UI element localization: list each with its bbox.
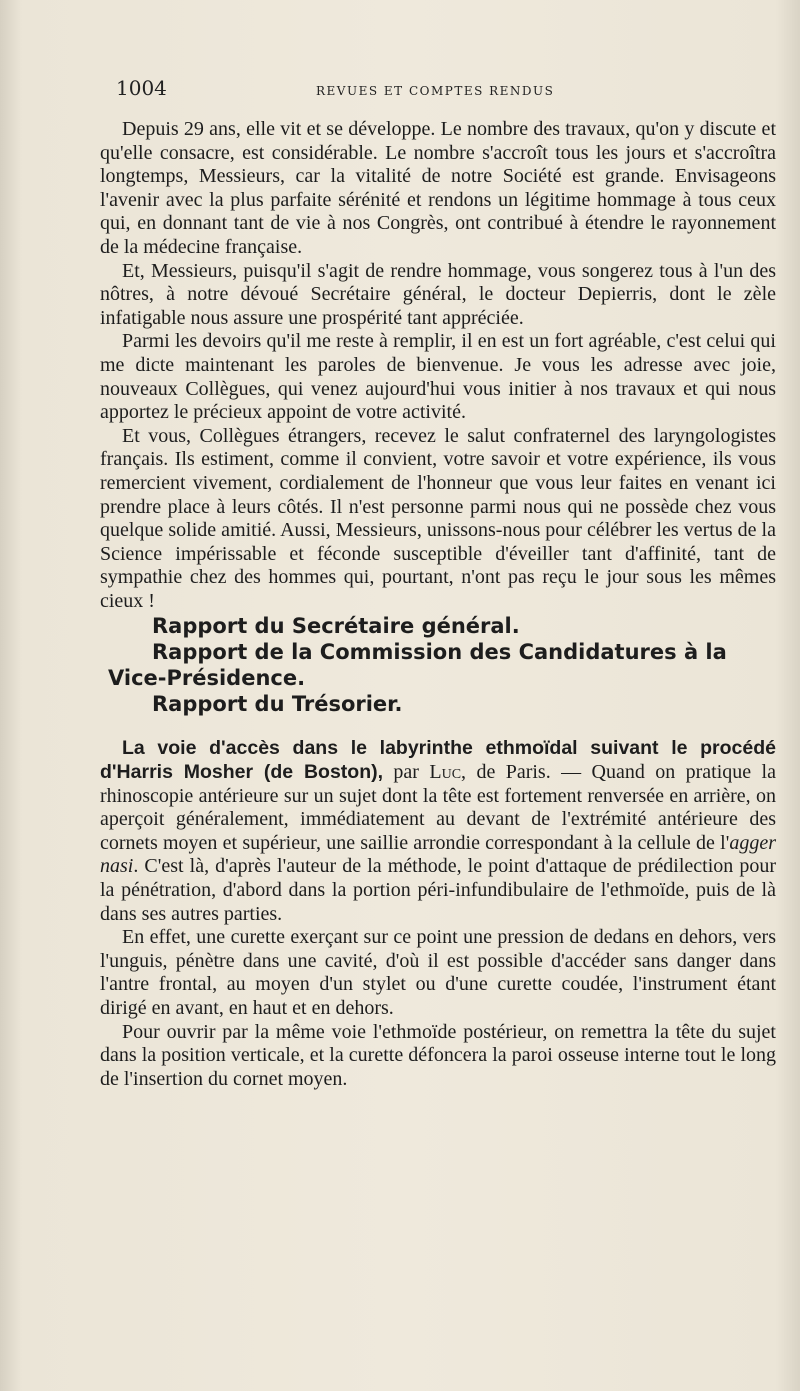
page-header [116,76,776,106]
heading-secretary-report: Rapport du Secrétaire général. [152,614,520,639]
heading-commission-line1: Rapport de la Commission des Candidatures à la [152,640,727,665]
article-paragraph-2: En effet, une curette exerçant sur ce point une pression de dedans en dehors, vers l'unguis, pénètre dans une cavité, d'où il est possible d'accéder sans danger dans l'antre frontal, au moyen d'un stylet ou d'une curette coudée, l'instrument étant dirigé en avant, en haut et en dehors. [100,926,776,1019]
intro-text-2: . C'est là, d'après l'auteur de la méthode, le point d'attaque de prédilection pour la pénétration, d'abord dans la portion péri-infundibulaire de l'ethmoïde, puis de là dans ses autres parties. [100,855,776,925]
intro-text-1: Quand on pratique la rhinoscopie antérieure sur un sujet dont la tête est fortement renversée en arrière, on aperçoit généralement, immédiatement au devant de l'extrémité antérieure des cornets moyen et supérieur, une saillie arrondie correspondant à la cellule de l' [100,761,776,854]
paragraph-2: Et, Messieurs, puisqu'il s'agit de rendre hommage, vous songerez tous à l'un des nôtres, à notre dévoué Secrétaire général, le docteur Depierris, dont le zèle infatigable nous assure une prospérité tant appréciée. [100,259,776,329]
paragraph-3: Parmi les devoirs qu'il me reste à remplir, il en est un fort agréable, c'est celui qui me dicte maintenant les paroles de bienvenue. Je vous les adresse avec joie, nouveaux Collègues, qui venez aujourd'hui vous initier à nos travaux et qui nous apportez le précieux appoint de votre activité. [100,330,776,424]
heading-commission-line2: Vice-Présidence. [108,666,306,691]
article-title: La voie d'accès dans le labyrinthe ethmoïdal suivant le procédé d'Harris Mosher (de Boston), [100,737,776,784]
heading-treasurer-report: Rapport du Trésorier. [152,692,403,717]
article-author: Luc [429,761,462,784]
byline-suffix: , de Paris. — [461,761,592,784]
article-intro [100,737,776,926]
intro-italic-term: agger nasi [100,831,776,878]
page-number: 1004 [116,76,167,100]
paragraph-1: Depuis 29 ans, elle vit et se développe. Le nombre des travaux, qu'on y discute et qu'elle consacre, est considérable. Le nombre s'accroît tous les jours et s'accroîtra longtemps, Messieurs, car la vitalité de notre Société est grande. Envisageons l'avenir avec la plus parfaite sérénité et rendons un légitime hommage à tous ceux qui, en donnant tant de vie à nos Congrès, ont contribué à étendre le rayonnement de la médecine française. [100,118,776,258]
running-head: REVUES ET COMPTES RENDUS [316,84,555,98]
body-text [100,118,776,1091]
byline-prefix: par [383,761,430,784]
article-paragraph-3: Pour ouvrir par la même voie l'ethmoïde postérieur, on remettra la tête du sujet dans la position verticale, et la curette défoncera la paroi osseuse interne tout le long de l'insertion du cornet moyen. [100,1020,776,1090]
heading-commission-report [100,639,776,691]
paragraph-4: Et vous, Collègues étrangers, recevez le salut confraternel des laryngologistes français. Ils estiment, comme il convient, votre savoir et votre expérience, ils vous remercient vivement, cordialement de l'honneur que vous leur faites en venant ici prendre place à leurs côtés. Il n'est personne parmi nous qui ne possède chez vous quelque solide amitié. Aussi, Messieurs, unissons-nous pour célébrer les vertus de la Science impérissable et féconde susceptible d'éveiller tant d'affinité, tant de sympathie chez des hommes qui, pourtant, n'ont pas reçu le jour sous les mêmes cieux ! [100,424,776,612]
